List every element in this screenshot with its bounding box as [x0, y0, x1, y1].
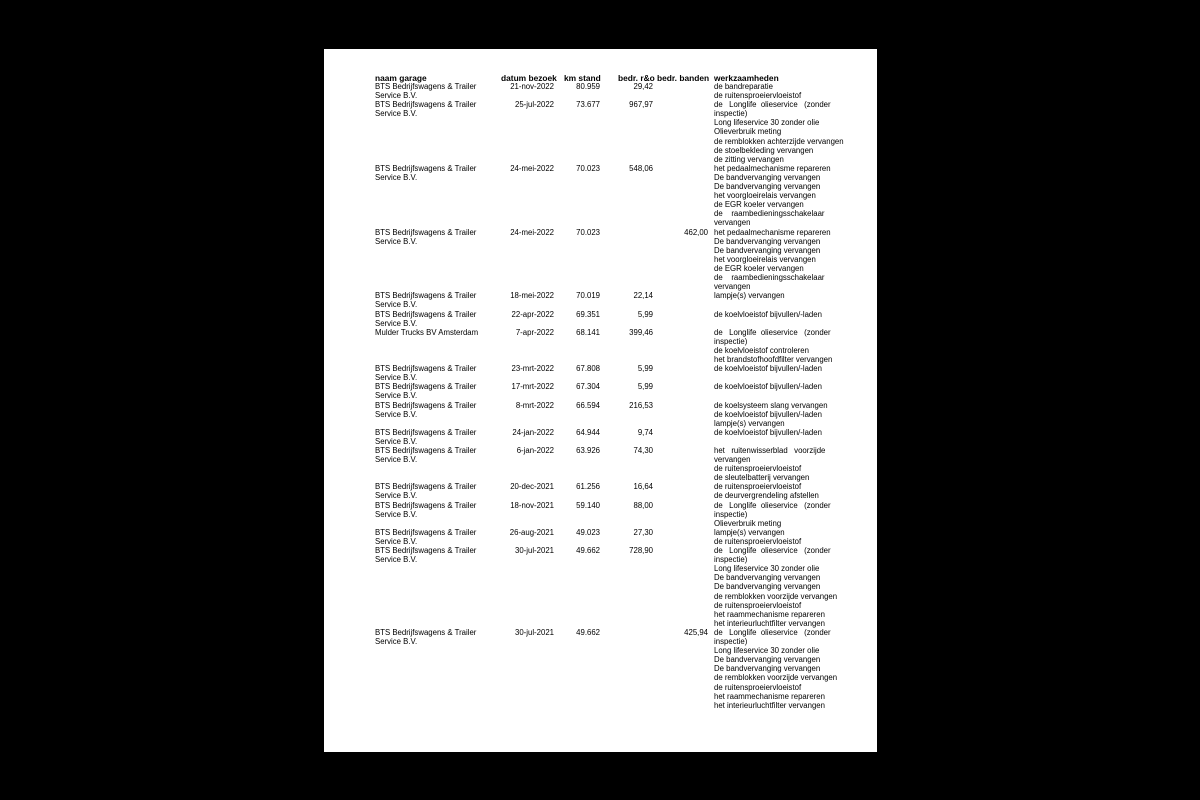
- cell-datum: 24-jan-2022: [512, 427, 554, 437]
- cell-datum: 18-mei-2022: [510, 291, 554, 301]
- work-line: het pedaalmechanisme repareren: [714, 163, 831, 173]
- cell-km-stand: 64.944: [576, 427, 600, 437]
- work-line: De bandvervanging vervangen: [714, 182, 821, 192]
- work-line: vervangen: [714, 282, 751, 292]
- work-line: het interieurluchtfilter vervangen: [714, 618, 825, 628]
- work-line: het voorgloeirelais vervangen: [714, 191, 816, 201]
- cell-garage: BTS Bedrijfswagens & Trailer Service B.V.: [375, 291, 477, 310]
- cell-km-stand: 70.019: [576, 291, 600, 301]
- work-line: de koelvloeistof bijvullen/-laden: [714, 409, 822, 419]
- work-line: de Longlife olieservice (zonder: [714, 546, 831, 556]
- cell-bedr-banden: 425,94: [684, 628, 708, 637]
- cell-datum: 25-jul-2022: [514, 100, 554, 110]
- cell-bedr-ro: 399,46: [629, 327, 653, 337]
- cell-datum: 6-jan-2022: [516, 446, 554, 455]
- document-page: [324, 49, 877, 752]
- work-line: de ruitensproeiervloeistof: [714, 464, 802, 474]
- work-line: vervangen: [714, 218, 751, 228]
- work-line: de koelsysteem slang vervangen: [714, 400, 828, 410]
- work-line: inspectie): [714, 336, 748, 346]
- work-line: De bandvervanging vervangen: [714, 655, 821, 665]
- cell-bedr-ro: 548,06: [629, 163, 653, 173]
- work-line: lampje(s) vervangen: [714, 418, 785, 428]
- work-line: de koelvloeistof bijvullen/-laden: [714, 364, 822, 374]
- cell-garage: BTS Bedrijfswagens & Trailer Service B.V.: [375, 500, 477, 519]
- work-line: het interieurluchtfilter vervangen: [714, 700, 825, 710]
- cell-km-stand: 49.023: [576, 527, 600, 537]
- work-line: De bandvervanging vervangen: [714, 582, 821, 592]
- work-line: de deurvergrendeling afstellen: [714, 491, 819, 501]
- work-line: het voorgloeirelais vervangen: [714, 254, 816, 264]
- cell-km-stand: 49.662: [576, 546, 600, 556]
- cell-garage: BTS Bedrijfswagens & Trailer Service B.V.: [375, 628, 477, 647]
- cell-werkzaamheden: [714, 482, 849, 500]
- cell-werkzaamheden: [714, 501, 849, 528]
- cell-garage: BTS Bedrijfswagens & Trailer Service B.V.: [375, 482, 477, 501]
- cell-bedr-banden: 462,00: [684, 227, 708, 237]
- cell-bedr-ro: 5,99: [637, 382, 653, 392]
- work-line: de Longlife olieservice (zonder: [714, 628, 831, 637]
- cell-garage: BTS Bedrijfswagens & Trailer Service B.V.: [375, 382, 477, 401]
- cell-garage: BTS Bedrijfswagens & Trailer Service B.V.: [375, 546, 477, 565]
- cell-garage: BTS Bedrijfswagens & Trailer Service B.V.: [375, 100, 477, 119]
- work-line: de Longlife olieservice (zonder: [714, 100, 831, 110]
- cell-werkzaamheden: [714, 382, 849, 391]
- work-line: de EGR koeler vervangen: [714, 200, 804, 210]
- cell-garage: BTS Bedrijfswagens & Trailer Service B.V.: [375, 309, 477, 328]
- work-line: inspectie): [714, 109, 748, 119]
- work-line: de remblokken voorzijde vervangen: [714, 591, 838, 601]
- work-line: De bandvervanging vervangen: [714, 245, 821, 255]
- work-line: inspectie): [714, 637, 748, 647]
- work-line: Long lifeservice 30 zonder olie: [714, 118, 820, 128]
- work-line: de koelvloeistof controleren: [714, 345, 809, 355]
- work-line: de raambedieningsschakelaar: [714, 273, 825, 283]
- cell-bedr-ro: 728,90: [629, 546, 653, 556]
- cell-datum: 26-aug-2021: [509, 527, 554, 537]
- work-line: het raammechanisme repareren: [714, 691, 825, 701]
- cell-km-stand: 68.141: [576, 327, 600, 337]
- cell-datum: 30-jul-2021: [514, 546, 554, 556]
- work-line: De bandvervanging vervangen: [714, 172, 821, 182]
- work-line: de ruitensproeiervloeistof: [714, 482, 802, 492]
- cell-km-stand: 70.023: [576, 227, 600, 237]
- cell-bedr-ro: 22,14: [633, 291, 653, 301]
- cell-garage: BTS Bedrijfswagens & Trailer Service B.V.: [375, 446, 477, 465]
- cell-km-stand: 67.808: [576, 364, 600, 374]
- cell-werkzaamheden: [714, 310, 849, 319]
- header-naam-garage: naam garage: [375, 73, 427, 83]
- cell-garage: Mulder Trucks BV Amsterdam: [375, 327, 479, 337]
- work-line: Olieverbruik meting: [714, 518, 782, 528]
- header-datum-bezoek: datum bezoek: [501, 73, 557, 83]
- cell-km-stand: 49.662: [576, 628, 600, 637]
- work-line: de remblokken achterzijde vervangen: [714, 136, 844, 146]
- header-km-stand: km stand: [564, 73, 601, 83]
- work-line: de koelvloeistof bijvullen/-laden: [714, 382, 822, 392]
- cell-bedr-ro: 29,42: [633, 82, 653, 91]
- work-line: de remblokken voorzijde vervangen: [714, 673, 838, 683]
- cell-bedr-ro: 88,00: [633, 500, 653, 510]
- work-line: De bandvervanging vervangen: [714, 573, 821, 583]
- header-werkzaamheden: werkzaamheden: [714, 73, 779, 83]
- cell-werkzaamheden: [714, 100, 849, 164]
- cell-garage: BTS Bedrijfswagens & Trailer Service B.V.: [375, 527, 477, 546]
- cell-bedr-ro: 74,30: [633, 446, 653, 455]
- cell-bedr-ro: 9,74: [637, 427, 653, 437]
- work-line: Long lifeservice 30 zonder olie: [714, 564, 820, 574]
- work-line: de ruitensproeiervloeistof: [714, 91, 802, 101]
- cell-km-stand: 59.140: [576, 500, 600, 510]
- cell-datum: 23-mrt-2022: [511, 364, 554, 374]
- cell-datum: 21-nov-2022: [510, 82, 554, 91]
- work-line: inspectie): [714, 509, 748, 519]
- work-line: het ruitenwisserblad voorzijde: [714, 446, 826, 455]
- cell-km-stand: 66.594: [576, 400, 600, 410]
- cell-werkzaamheden: [714, 164, 849, 228]
- cell-garage: BTS Bedrijfswagens & Trailer Service B.V.: [375, 163, 477, 182]
- work-line: de ruitensproeiervloeistof: [714, 682, 802, 692]
- cell-werkzaamheden: [714, 82, 849, 100]
- cell-km-stand: 70.023: [576, 163, 600, 173]
- work-line: het raammechanisme repareren: [714, 609, 825, 619]
- cell-werkzaamheden: [714, 546, 849, 628]
- cell-bedr-ro: 5,99: [637, 364, 653, 374]
- cell-km-stand: 69.351: [576, 309, 600, 319]
- work-line: de Longlife olieservice (zonder: [714, 327, 831, 337]
- cell-garage: BTS Bedrijfswagens & Trailer Service B.V.: [375, 82, 477, 101]
- header-bedr-banden: bedr. banden: [657, 73, 710, 83]
- cell-werkzaamheden: [714, 328, 849, 364]
- work-line: inspectie): [714, 555, 748, 565]
- work-line: De bandvervanging vervangen: [714, 236, 821, 246]
- cell-garage: BTS Bedrijfswagens & Trailer Service B.V.: [375, 364, 477, 383]
- work-line: lampje(s) vervangen: [714, 291, 785, 301]
- work-line: het pedaalmechanisme repareren: [714, 227, 831, 237]
- cell-bedr-ro: 967,97: [629, 100, 653, 110]
- cell-km-stand: 61.256: [576, 482, 600, 492]
- work-line: de koelvloeistof bijvullen/-laden: [714, 309, 822, 319]
- cell-km-stand: 67.304: [576, 382, 600, 392]
- cell-bedr-ro: 216,53: [629, 400, 653, 410]
- cell-werkzaamheden: [714, 228, 849, 292]
- work-line: Long lifeservice 30 zonder olie: [714, 646, 820, 656]
- work-line: de ruitensproeiervloeistof: [714, 600, 802, 610]
- cell-km-stand: 80.959: [576, 82, 600, 91]
- cell-bedr-ro: 16,64: [633, 482, 653, 492]
- cell-datum: 22-apr-2022: [511, 309, 554, 319]
- cell-datum: 20-dec-2021: [510, 482, 554, 492]
- cell-datum: 7-apr-2022: [515, 327, 554, 337]
- cell-werkzaamheden: [714, 401, 849, 428]
- cell-bedr-ro: 5,99: [637, 309, 653, 319]
- work-line: de sleutelbatterij vervangen: [714, 473, 810, 483]
- cell-werkzaamheden: [714, 428, 849, 437]
- work-line: de Longlife olieservice (zonder: [714, 500, 831, 510]
- work-line: de zitting vervangen: [714, 154, 784, 164]
- work-line: de ruitensproeiervloeistof: [714, 536, 802, 546]
- header-bedr-ro: bedr. r&o: [618, 73, 655, 83]
- work-line: de EGR koeler vervangen: [714, 263, 804, 273]
- cell-werkzaamheden: [714, 628, 849, 710]
- work-line: vervangen: [714, 455, 751, 465]
- cell-werkzaamheden: [714, 291, 849, 300]
- cell-garage: BTS Bedrijfswagens & Trailer Service B.V.: [375, 427, 477, 446]
- work-line: lampje(s) vervangen: [714, 527, 785, 537]
- work-line: De bandvervanging vervangen: [714, 664, 821, 674]
- work-line: de stoelbekleding vervangen: [714, 145, 814, 155]
- cell-werkzaamheden: [714, 528, 849, 546]
- work-line: de koelvloeistof bijvullen/-laden: [714, 427, 822, 437]
- work-line: de raambedieningsschakelaar: [714, 209, 825, 219]
- cell-garage: BTS Bedrijfswagens & Trailer Service B.V.: [375, 227, 477, 246]
- cell-bedr-ro: 27,30: [633, 527, 653, 537]
- cell-km-stand: 73.677: [576, 100, 600, 110]
- cell-datum: 24-mei-2022: [510, 163, 554, 173]
- cell-werkzaamheden: [714, 446, 849, 482]
- cell-datum: 30-jul-2021: [514, 628, 554, 637]
- cell-datum: 17-mrt-2022: [511, 382, 554, 392]
- cell-garage: BTS Bedrijfswagens & Trailer Service B.V.: [375, 400, 477, 419]
- cell-datum: 8-mrt-2022: [515, 400, 554, 410]
- work-line: de bandreparatie: [714, 82, 773, 91]
- cell-km-stand: 63.926: [576, 446, 600, 455]
- work-line: Olieverbruik meting: [714, 127, 782, 137]
- cell-datum: 24-mei-2022: [510, 227, 554, 237]
- work-line: het brandstofhoofdfilter vervangen: [714, 354, 833, 364]
- cell-datum: 18-nov-2021: [510, 500, 554, 510]
- cell-werkzaamheden: [714, 364, 849, 373]
